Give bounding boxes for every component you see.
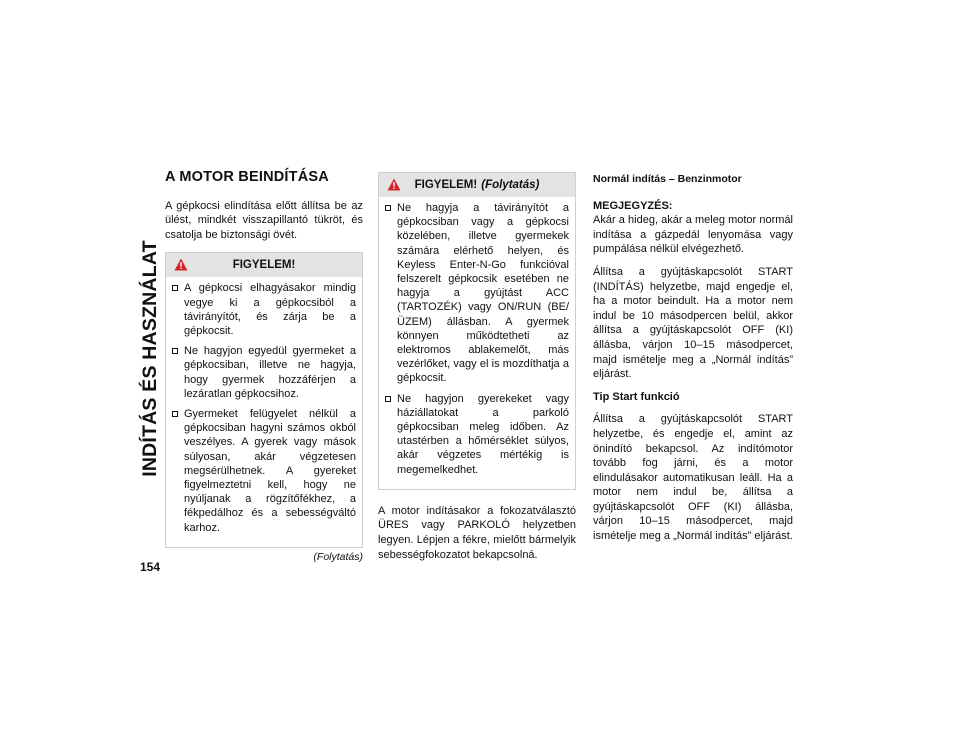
side-tab-label: INDÍTÁS ÉS HASZNÁLAT [138,239,161,477]
column-1 [165,166,363,564]
section-title: A MOTOR BEINDÍTÁSA [165,169,329,185]
warning-title-suffix: (Folytatás) [481,178,540,191]
list-item: Ne hagyjon gyerekeket vagy háziállatokat a parkoló gépkocsiban meleg időben. Az utastérben a hőmérséklet súlyos, akár végzetes mértékig is megemelkedhet. [385,392,569,477]
note-label: MEGJEGYZÉS: [593,199,673,212]
start-paragraph: Állítsa a gyújtáskapcsolót START (INDÍTÁS) helyzetbe, majd engedje el, ha a motor beindult. Ha a motor nem indul be 10 másodpercen belül, akkor állítsa a gyújtáskapcsolót OFF (KI) állásba, várjon 10–15 másodpercet, majd ismételje meg a „Normál indítás” eljárást. [593,265,793,381]
square-bullet-icon [385,396,391,402]
side-tab [138,172,162,544]
continued-label: (Folytatás) [313,550,363,563]
warning-header [166,253,362,277]
subsection-title: Normál indítás – Benzinmotor [593,173,742,185]
square-bullet-icon [385,205,391,211]
page-number: 154 [140,560,161,574]
warning-box-continued [378,172,576,490]
warning-header [379,173,575,197]
list-item: A gépkocsi elhagyásakor mindig vegye ki a gépkocsiból a távirányítót, és zárja be a gépkocsit. [172,281,356,338]
warning-triangle-icon [387,178,401,191]
square-bullet-icon [172,285,178,291]
list-item: Ne hagyjon egyedül gyermeket a gépkocsiban, illetve ne hagyja, hogy gyermek hozzáférjen a lezáratlan gépkocsihoz. [172,344,356,401]
list-item: Ne hagyja a távirányítót a gépkocsiban vagy a gépkocsi közelében, illetve gyermekek számára elérhető helyen, és Keyless Enter-N-Go funkcióval felszerelt gépkocsik esetében ne hagyja a gyújtást ACC (TARTOZÉK) vagy ON/RUN (BE/ÜZEM) állásban. A gyermek könnyen működtetheti az elektromos ablakemelőt, más vezérlőket, vagy el is mozdíthatja a gépkocsit. [385,201,569,386]
warning-list [379,197,575,489]
square-bullet-icon [172,411,178,417]
warning-box [165,252,363,547]
gear-paragraph: A motor indításakor a fokozatválasztó ÜRES vagy PARKOLÓ helyzetben legyen. Lépjen a fékre, mielőtt bármelyik sebességfokozatot bekapcsolná. [378,504,576,561]
warning-title: FIGYELEM! [232,259,296,272]
note-text: Akár a hideg, akár a meleg motor normál indítása a gázpedál lenyomása vagy pumpálása nélkül elvégezhető. [593,214,793,256]
warning-list [166,277,362,546]
list-item: Gyermeket felügyelet nélkül a gépkocsiban hagyni számos okból veszélyes. A gyerek vagy mások súlyosan, akár végzetesen megsérülhetnek. A gyereket figyelmeztetni kell, hogy ne nyúljanak a rögzítőfékhez, a fékpedálhoz és a sebességváltó karhoz. [172,407,356,535]
warning-title: FIGYELEM! [414,178,478,191]
column-3 [593,172,793,544]
tip-start-paragraph: Állítsa a gyújtáskapcsolót START helyzetbe, és engedje el, amint az önindító bekapcsol. Az indítómotor tovább fog járni, és a motor elindulásakor automatikusan leáll. Ha a motor nem indul be, állítsa a gyújtáskapcsolót OFF (KI) állásba, várjon 10–15 másodpercet, majd ismételje meg a „Normál indítás” eljárást. [593,413,793,543]
tip-start-title: Tip Start funkció [593,390,680,403]
square-bullet-icon [172,348,178,354]
column-2 [378,166,576,562]
intro-paragraph: A gépkocsi elindítása előtt állítsa be az ülést, mindkét visszapillantó tükröt, és csatolja be biztonsági övét. [165,199,363,241]
warning-triangle-icon [174,258,188,271]
